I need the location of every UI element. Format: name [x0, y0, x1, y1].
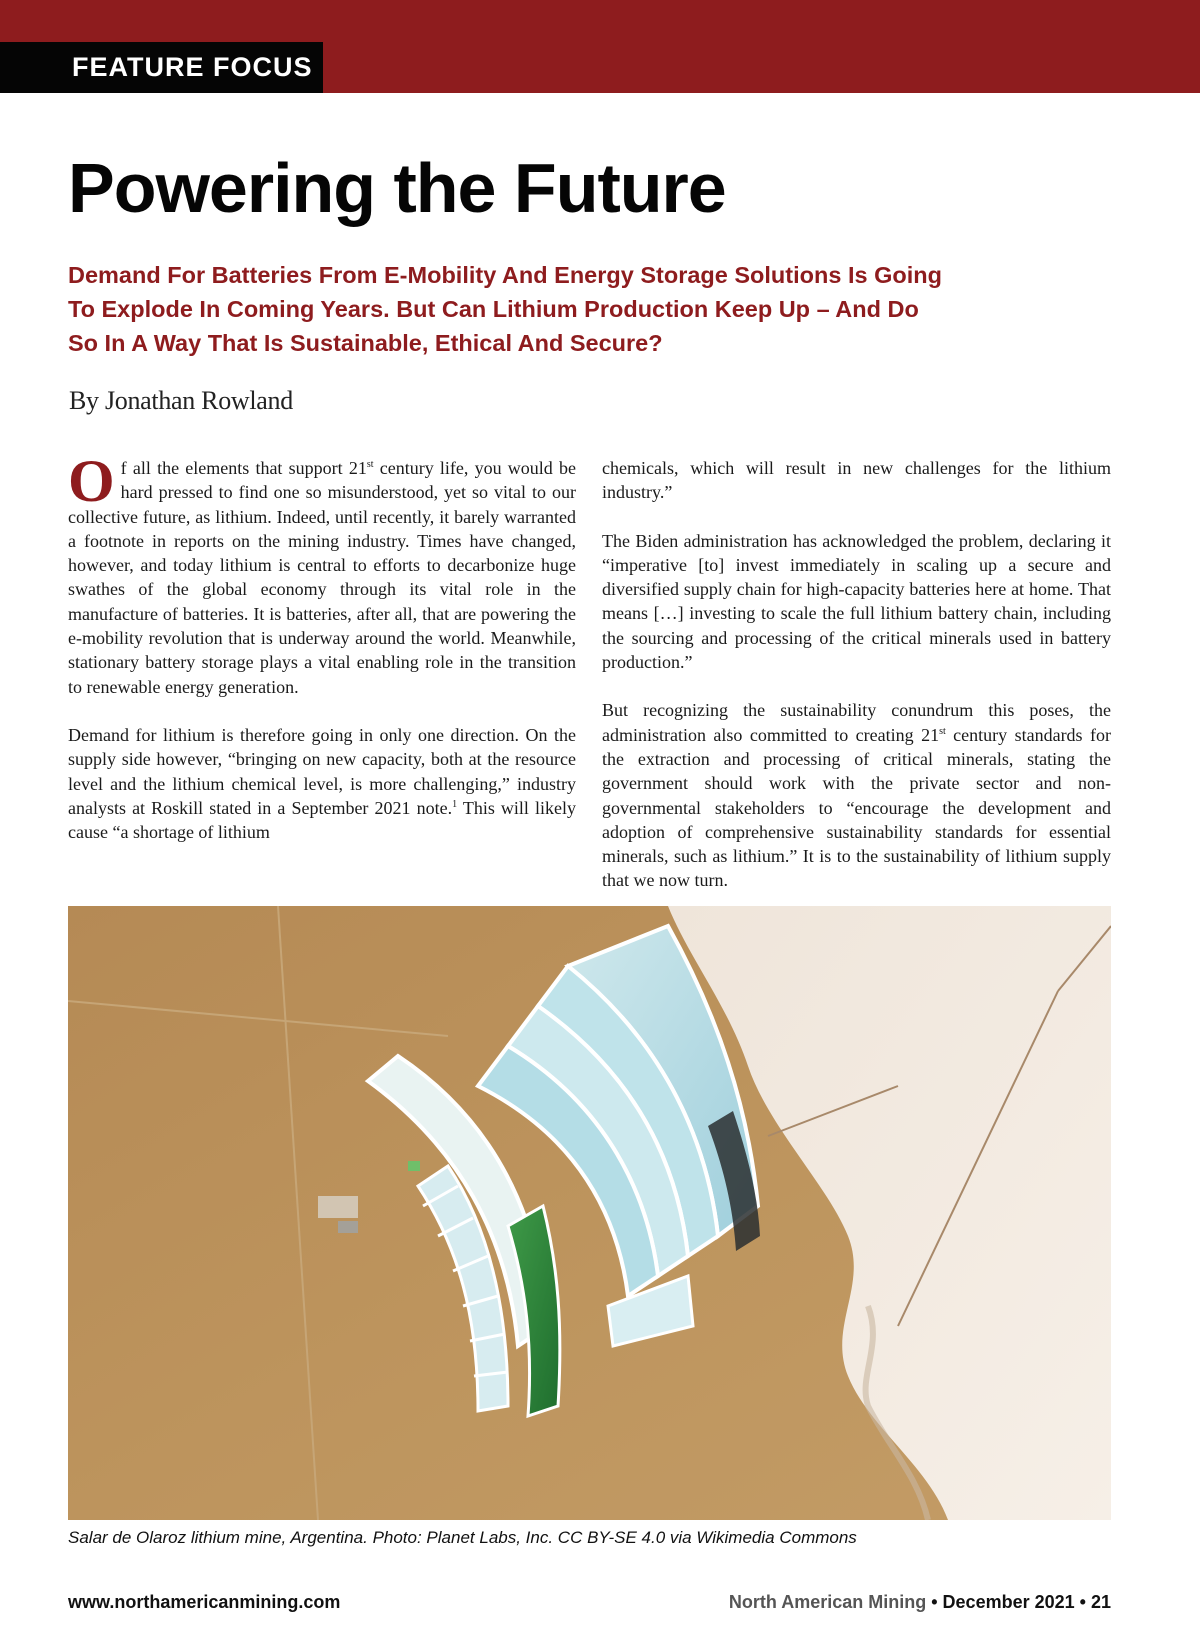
drop-cap: O — [68, 448, 115, 514]
footnote-marker: 1 — [452, 798, 458, 810]
article-deck: Demand For Batteries From E-Mobility And Energy Storage Solutions Is Going To Explode In Coming Years. But Can Lithium Production Keep Up – And Do So In A Way That Is Sustainable, Ethical And Secure? — [68, 262, 942, 356]
photo-caption: Salar de Olaroz lithium mine, Argentina. Photo: Planet Labs, Inc. CC BY-SE 4.0 via Wikimedia Commons — [68, 1528, 857, 1547]
text-column-left — [68, 448, 577, 868]
page-number: 21 — [1090, 1592, 1111, 1612]
issue-date: December 2021 — [942, 1592, 1075, 1612]
text-column-right — [602, 456, 1111, 917]
paragraph-2-continued: chemicals, which will result in new challenges for the lithium industry.” — [602, 458, 1111, 503]
magazine-name: North American Mining — [728, 1592, 927, 1612]
mine-aerial-photo — [68, 906, 1111, 1520]
paragraph-1: Of all the elements that support 21st century life, you would be hard pressed to find one so misunderstood, yet so vital to our collective future, as lithium. Indeed, until recently, it barely warranted a footnote in reports on the mining industry. Times have changed, however, and today lithium is central to efforts to decarbonize huge swathes of the global economy through its vital role in the manufacture of batteries. It is batteries, after all, that are powering the e-mobility revolution that is underway around the world. Meanwhile, stationary battery storage plays a vital enabling role in the transition to renewable energy generation. — [68, 448, 576, 697]
footer-issue-info: North American Mining • December 2021 • 21 — [728, 1592, 1111, 1612]
paragraph-2: Demand for lithium is therefore going in only one direction. On the supply side however, “bringing on new capacity, both at the resource level and the lithium chemical level, is more challenging,” industry analysts at Roskill stated in a September 2021 note.$^1$ This will likely cause “a shortage of lithium — [68, 724, 577, 843]
article-title: Powering the Future — [68, 149, 726, 227]
footer-website[interactable]: www.northamericanmining.com — [68, 1592, 341, 1612]
paragraph-4: But recognizing the sustainability conundrum this poses, the administration also committed to creating 21st century standards for the extraction and processing of critical minerals, stating the government should work with the private sector and non-governmental stakeholders to “encourage the development and adoption of comprehensive sustainability standards for essential minerals, such as lithium.” It is to the sustainability of lithium supply that we now turn. — [602, 700, 1111, 891]
paragraph-3: The Biden administration has acknowledged the problem, declaring it “imperative [to] invest immediately in scaling up a secure and diversified supply chain for high-capacity batteries here at home. That means […] investing to scale the full lithium battery chain, including the sourcing and processing of the critical minerals used in battery production.” — [602, 530, 1111, 673]
byline: By Jonathan Rowland — [69, 386, 293, 415]
section-label: FEATURE FOCUS — [0, 42, 323, 93]
